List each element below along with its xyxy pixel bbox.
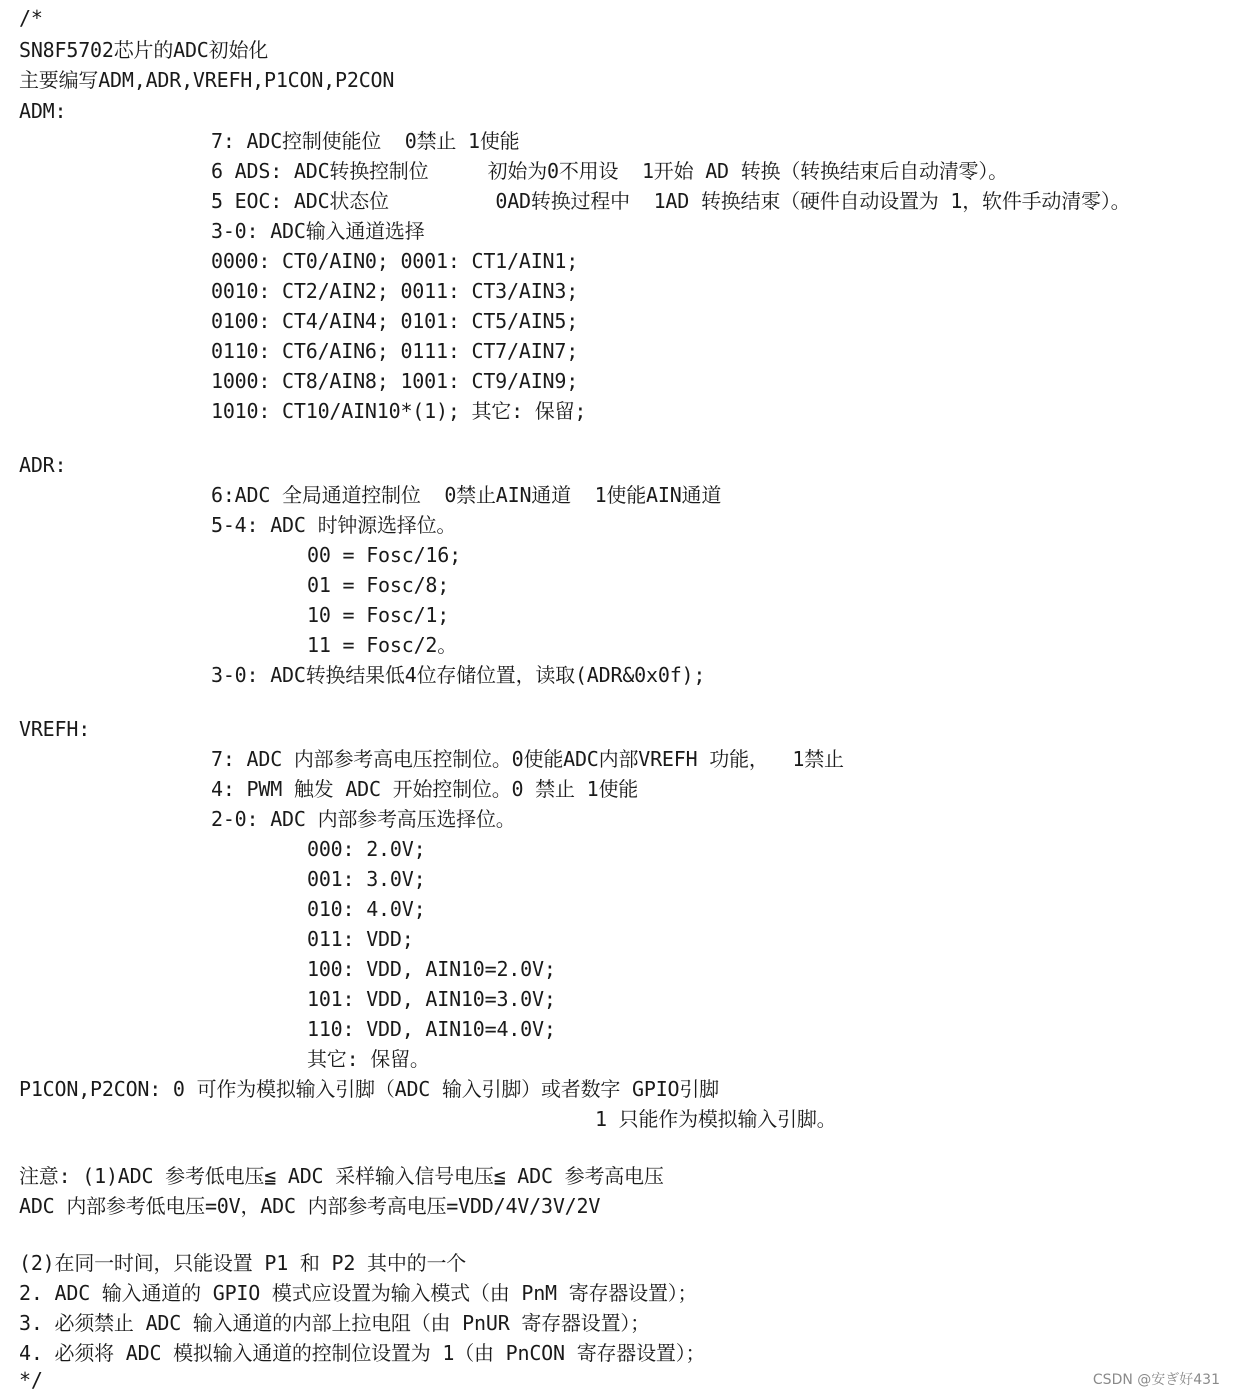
code-line: (2)在同一时间，只能设置 P1 和 P2 其中的一个 (19, 1251, 467, 1275)
code-line: 010: 4.0V; (307, 897, 426, 921)
code-line: 1000: CT8/AIN8; 1001: CT9/AIN9; (211, 369, 579, 393)
code-line: 3-0: ADC输入通道选择 (211, 219, 425, 243)
code-line: P1CON,P2CON: 0 可作为模拟输入引脚（ADC 输入引脚）或者数字 GPIO引脚 (19, 1077, 719, 1101)
code-line: 7: ADC控制使能位 0禁止 1使能 (211, 129, 520, 153)
code-line: 3. 必须禁止 ADC 输入通道的内部上拉电阻（由 PnUR 寄存器设置）； (19, 1311, 650, 1335)
code-line: SN8F5702芯片的ADC初始化 (19, 38, 269, 62)
code-line: ADR: (19, 453, 67, 477)
code-line: 000: 2.0V; (307, 837, 426, 861)
code-line: 其它: 保留。 (307, 1047, 430, 1071)
code-line: 4: PWM 触发 ADC 开始控制位。0 禁止 1使能 (211, 777, 639, 801)
code-line: /* (19, 6, 43, 30)
code-line: 2. ADC 输入通道的 GPIO 模式应设置为输入模式（由 PnM 寄存器设置）； (19, 1281, 698, 1305)
code-line: ADM: (19, 99, 67, 123)
code-line: 00 = Fosc/16; (307, 543, 461, 567)
code-line: 主要编写ADM,ADR,VREFH,P1CON,P2CON (19, 68, 395, 92)
code-line: 0100: CT4/AIN4; 0101: CT5/AIN5; (211, 309, 579, 333)
code-line: 001: 3.0V; (307, 867, 426, 891)
code-line: 01 = Fosc/8; (307, 573, 450, 597)
code-line: 7: ADC 内部参考高电压控制位。0使能ADC内部VREFH 功能， 1禁止 (211, 747, 844, 771)
code-line: 2-0: ADC 内部参考高压选择位。 (211, 807, 516, 831)
code-line: 6:ADC 全局通道控制位 0禁止AIN通道 1使能AIN通道 (211, 483, 722, 507)
code-line: 0000: CT0/AIN0; 0001: CT1/AIN1; (211, 249, 579, 273)
code-line: 011: VDD; (307, 927, 414, 951)
code-line: 110: VDD, AIN10=4.0V; (307, 1017, 556, 1041)
code-line: VREFH: (19, 717, 91, 741)
code-line: 10 = Fosc/1; (307, 603, 450, 627)
code-line: 3-0: ADC转换结果低4位存储位置，读取(ADR&0x0f); (211, 663, 706, 687)
code-line: 0010: CT2/AIN2; 0011: CT3/AIN3; (211, 279, 579, 303)
code-line: */ (19, 1368, 43, 1392)
code-line: ADC 内部参考低电压=0V，ADC 内部参考高电压=VDD/4V/3V/2V (19, 1194, 601, 1218)
code-line: 100: VDD, AIN10=2.0V; (307, 957, 556, 981)
code-line: 11 = Fosc/2。 (307, 633, 458, 657)
code-line: 5-4: ADC 时钟源选择位。 (211, 513, 457, 537)
code-line: 4. 必须将 ADC 模拟输入通道的控制位设置为 1（由 PnCON 寄存器设置）； (19, 1341, 706, 1365)
code-line: 0110: CT6/AIN6; 0111: CT7/AIN7; (211, 339, 579, 363)
code-line: 5 EOC: ADC状态位 0AD转换过程中 1AD 转换结束（硬件自动设置为 1，软件手动清零）。 (211, 189, 1131, 213)
csdn-watermark: CSDN @安ぎ好431 (1092, 1372, 1220, 1388)
code-line: 1 只能作为模拟输入引脚。 (595, 1107, 837, 1131)
code-line: 101: VDD, AIN10=3.0V; (307, 987, 556, 1011)
code-line: 注意: (1)ADC 参考低电压≦ ADC 采样输入信号电压≦ ADC 参考高电压 (19, 1164, 664, 1188)
code-line: 1010: CT10/AIN10*(1); 其它: 保留; (211, 399, 587, 423)
code-line: 6 ADS: ADC转换控制位 初始为0不用设 1开始 AD 转换（转换结束后自动清零）。 (211, 159, 1008, 183)
